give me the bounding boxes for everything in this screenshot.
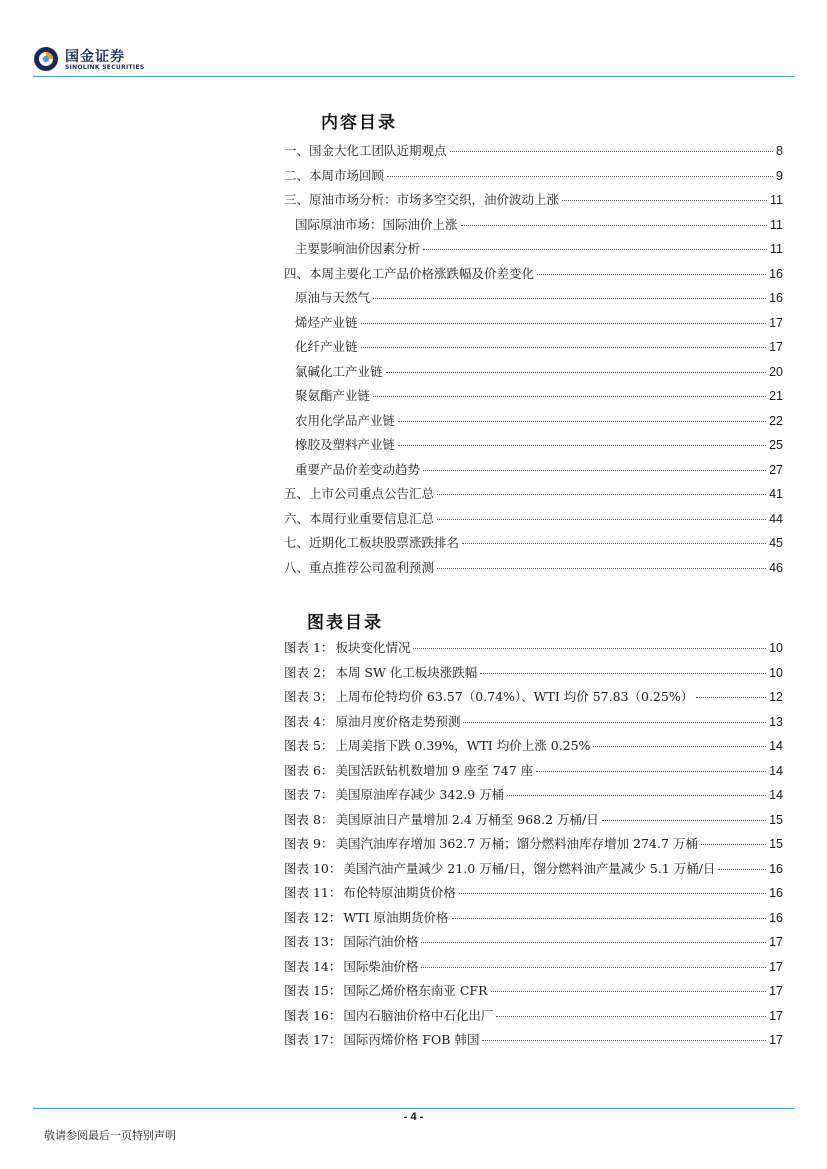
toc-entry-page: 41 — [769, 487, 783, 501]
dot-leader — [387, 176, 773, 177]
dot-leader — [450, 151, 774, 152]
dot-leader — [459, 893, 766, 894]
figure-entry-title: 国际丙烯价格 FOB 韩国 — [343, 1032, 480, 1047]
toc-entry-title: 聚氨酯产业链 — [295, 388, 371, 403]
toc-entry[interactable] — [284, 264, 783, 289]
figure-entry-title: 美国原油库存减少 342.9 万桶 — [335, 787, 505, 802]
footer-divider — [33, 1108, 795, 1109]
dot-leader — [602, 820, 766, 821]
figure-entry[interactable] — [284, 859, 783, 884]
figure-entry-title: 美国汽油产量减少 21.0 万桶/日，馏分燃料油产量减少 5.1 万桶/日 — [343, 860, 716, 876]
figure-entry-label: 图表 1： — [284, 640, 334, 655]
figure-entry-title: 美国原油日产量增加 2.4 万桶至 968.2 万桶/日 — [335, 811, 599, 827]
dot-leader — [496, 1016, 766, 1017]
figure-entry-page: 16 — [769, 861, 783, 876]
dot-leader — [398, 445, 766, 446]
figure-entry[interactable] — [284, 712, 783, 737]
figure-entry-title: 国内石脑油价格中石化出厂 — [343, 1007, 494, 1023]
dot-leader — [361, 323, 767, 324]
dot-leader — [593, 746, 766, 747]
toc-entry-title: 氯碱化工产业链 — [295, 363, 383, 379]
figure-entry[interactable] — [284, 663, 783, 688]
toc-entry[interactable] — [284, 215, 783, 240]
figure-entry-page: 10 — [769, 641, 783, 655]
figure-entry[interactable] — [284, 957, 783, 982]
toc-entry-title: 六、本周行业重要信息汇总 — [284, 510, 435, 526]
dot-leader — [373, 298, 766, 299]
dot-leader — [361, 347, 767, 348]
toc-entry-page: 11 — [770, 193, 783, 207]
toc-entry-page: 8 — [776, 144, 783, 158]
figure-entry-page: 15 — [769, 812, 783, 827]
dot-leader — [461, 225, 768, 226]
figure-list — [284, 638, 783, 1055]
toc-entry-page: 17 — [769, 340, 783, 354]
dot-leader — [423, 249, 767, 250]
toc-entry[interactable] — [284, 313, 783, 338]
dot-leader — [373, 396, 766, 397]
toc-entry-page: 17 — [769, 315, 783, 330]
figure-entry-page: 17 — [769, 984, 783, 998]
figure-entry[interactable] — [284, 687, 783, 712]
figure-entry-page: 10 — [769, 665, 783, 680]
toc-entry[interactable] — [284, 190, 783, 215]
figure-entry-title: 上周美指下跌 0.39%，WTI 均价上涨 0.25% — [335, 738, 591, 753]
figure-entry[interactable] — [284, 638, 783, 663]
toc-entry[interactable] — [284, 239, 783, 264]
toc-entry[interactable] — [284, 288, 783, 313]
figure-entry[interactable] — [284, 883, 783, 908]
toc-title: 内容目录 — [321, 113, 397, 133]
figure-entry-label: 图表 11： — [284, 885, 342, 900]
toc-entry-title: 三、原油市场分析：市场多空交织，油价波动上涨 — [284, 192, 560, 207]
figure-entry-title: 国际柴油价格 — [343, 958, 419, 974]
toc-entry-title: 五、上市公司重点公告汇总 — [284, 486, 435, 501]
dot-leader — [421, 942, 766, 943]
figure-entry[interactable] — [284, 810, 783, 835]
toc-entry-page: 27 — [769, 462, 783, 477]
toc-entry-title: 农用化学品产业链 — [295, 412, 396, 428]
toc-entry-title: 四、本周主要化工产品价格涨跌幅及价差变化 — [284, 265, 535, 281]
figure-entry[interactable] — [284, 761, 783, 786]
toc-entry[interactable] — [284, 141, 783, 166]
figure-entry-label: 图表 14： — [284, 958, 342, 974]
figure-entry-label: 图表 10： — [284, 860, 342, 876]
figure-entry-page: 16 — [769, 886, 783, 900]
figure-entry[interactable] — [284, 1006, 783, 1031]
toc-entry-page: 45 — [769, 536, 783, 550]
figure-entry-page: 17 — [769, 959, 783, 974]
figure-entry-label: 图表 17： — [284, 1032, 342, 1047]
toc-entry-title: 烯烃产业链 — [295, 314, 358, 330]
figure-entry-title: 板块变化情况 — [335, 640, 411, 655]
toc-entry-page: 44 — [769, 511, 783, 526]
toc-entry[interactable] — [284, 362, 783, 387]
toc-entry[interactable] — [284, 460, 783, 485]
toc-entry-title: 主要影响油价因素分析 — [295, 241, 421, 256]
figure-entry[interactable] — [284, 785, 783, 810]
dot-leader — [562, 200, 767, 201]
figure-entry-page: 14 — [769, 763, 783, 778]
dot-leader — [437, 519, 766, 520]
toc-entry-title: 国际原油市场：国际油价上涨 — [295, 216, 458, 232]
table-of-contents — [284, 141, 783, 582]
figure-entry-title: 布伦特原油期货价格 — [343, 885, 456, 900]
toc-entry[interactable] — [284, 411, 783, 436]
logo-chinese-name: 国金证券 — [65, 49, 125, 65]
toc-entry-page: 16 — [769, 291, 783, 305]
toc-entry-title: 一、国金大化工团队近期观点 — [284, 143, 447, 158]
figure-entry-page: 16 — [769, 910, 783, 925]
toc-entry-title: 七、近期化工板块股票涨跌排名 — [284, 535, 460, 550]
dot-leader — [480, 673, 766, 674]
dot-leader — [491, 991, 767, 992]
dot-leader — [413, 648, 766, 649]
figure-entry-title: 上周布伦特均价 63.57（0.74%）、WTI 均价 57.83（0.25%） — [335, 689, 694, 704]
toc-entry-page: 22 — [769, 413, 783, 428]
figure-entry-title: 美国活跃钻机数增加 9 座至 747 座 — [335, 762, 534, 778]
figure-entry-title: 本周 SW 化工板块涨跌幅 — [335, 664, 478, 680]
figure-entry-page: 15 — [769, 837, 783, 851]
figure-entry-label: 图表 12： — [284, 909, 342, 925]
figure-entry[interactable] — [284, 932, 783, 957]
toc-entry[interactable] — [284, 337, 783, 362]
toc-entry-page: 9 — [776, 168, 783, 183]
figure-entry-label: 图表 3： — [284, 689, 334, 704]
page-number: - 4 - — [403, 1111, 424, 1123]
figure-entry[interactable] — [284, 834, 783, 859]
figure-entry[interactable] — [284, 1030, 783, 1055]
figure-entry[interactable] — [284, 981, 783, 1006]
dot-leader — [536, 771, 766, 772]
toc-entry[interactable] — [284, 166, 783, 191]
dot-leader — [507, 795, 766, 796]
figure-entry-label: 图表 5： — [284, 738, 334, 753]
figure-entry-label: 图表 15： — [284, 983, 342, 998]
figure-entry-label: 图表 6： — [284, 762, 334, 778]
figure-entry-page: 14 — [769, 739, 783, 753]
dot-leader — [463, 722, 766, 723]
dot-leader — [696, 697, 766, 698]
toc-entry-title: 化纤产业链 — [295, 339, 358, 354]
dot-leader — [718, 869, 766, 870]
figure-entry-title: 国际乙烯价格东南亚 CFR — [343, 983, 488, 998]
figure-entry-label: 图表 9： — [284, 836, 334, 851]
toc-entry-page: 25 — [769, 438, 783, 452]
figure-entry-page: 17 — [769, 1033, 783, 1047]
figure-entry-page: 13 — [769, 714, 783, 729]
figure-entry-title: 原油月度价格走势预测 — [335, 713, 461, 729]
dot-leader — [452, 918, 767, 919]
dot-leader — [462, 543, 766, 544]
dot-leader — [423, 470, 766, 471]
figure-entry-label: 图表 16： — [284, 1007, 342, 1023]
dot-leader — [421, 967, 766, 968]
figure-entry-label: 图表 2： — [284, 664, 334, 680]
figure-list-title: 图表目录 — [307, 613, 383, 633]
figure-entry-label: 图表 13： — [284, 934, 342, 949]
figure-entry-page: 12 — [769, 690, 783, 704]
dot-leader — [701, 844, 766, 845]
toc-entry-page: 20 — [769, 364, 783, 379]
toc-entry[interactable] — [284, 386, 783, 411]
toc-entry[interactable] — [284, 558, 783, 583]
page-header — [33, 44, 795, 76]
dot-leader — [482, 1040, 766, 1041]
sinolink-logo-icon — [33, 46, 59, 72]
toc-entry[interactable] — [284, 435, 783, 460]
dot-leader — [437, 568, 766, 569]
toc-entry-title: 重要产品价差变动趋势 — [295, 461, 421, 477]
figure-entry-title: 国际汽油价格 — [343, 934, 419, 949]
figure-entry-title: 美国汽油库存增加 362.7 万桶；馏分燃料油库存增加 274.7 万桶 — [335, 836, 698, 851]
toc-entry-page: 21 — [769, 389, 783, 403]
toc-entry-page: 11 — [770, 217, 783, 232]
dot-leader — [398, 421, 766, 422]
figure-entry-page: 17 — [769, 935, 783, 949]
figure-entry[interactable] — [284, 736, 783, 761]
toc-entry-page: 16 — [769, 266, 783, 281]
toc-entry-page: 11 — [770, 242, 783, 256]
figure-entry-title: WTI 原油期货价格 — [343, 909, 449, 925]
toc-entry-title: 二、本周市场回顾 — [284, 167, 385, 183]
logo-english-name: SINOLINK SECURITIES — [65, 64, 145, 71]
toc-entry-title: 橡胶及塑料产业链 — [295, 437, 396, 452]
dot-leader — [537, 274, 766, 275]
toc-entry-page: 46 — [769, 560, 783, 575]
toc-entry[interactable] — [284, 484, 783, 509]
figure-entry[interactable] — [284, 908, 783, 933]
toc-entry[interactable] — [284, 509, 783, 534]
figure-entry-page: 17 — [769, 1008, 783, 1023]
toc-entry-title: 原油与天然气 — [295, 290, 371, 305]
figure-entry-label: 图表 7： — [284, 787, 334, 802]
dot-leader — [437, 494, 766, 495]
toc-entry-title: 八、重点推荐公司盈利预测 — [284, 559, 435, 575]
toc-entry[interactable] — [284, 533, 783, 558]
footer-disclaimer: 敬请参阅最后一页特别声明 — [44, 1129, 176, 1142]
header-divider — [33, 76, 795, 77]
figure-entry-label: 图表 8： — [284, 811, 334, 827]
figure-entry-page: 14 — [769, 788, 783, 802]
dot-leader — [386, 372, 767, 373]
figure-entry-label: 图表 4： — [284, 713, 334, 729]
